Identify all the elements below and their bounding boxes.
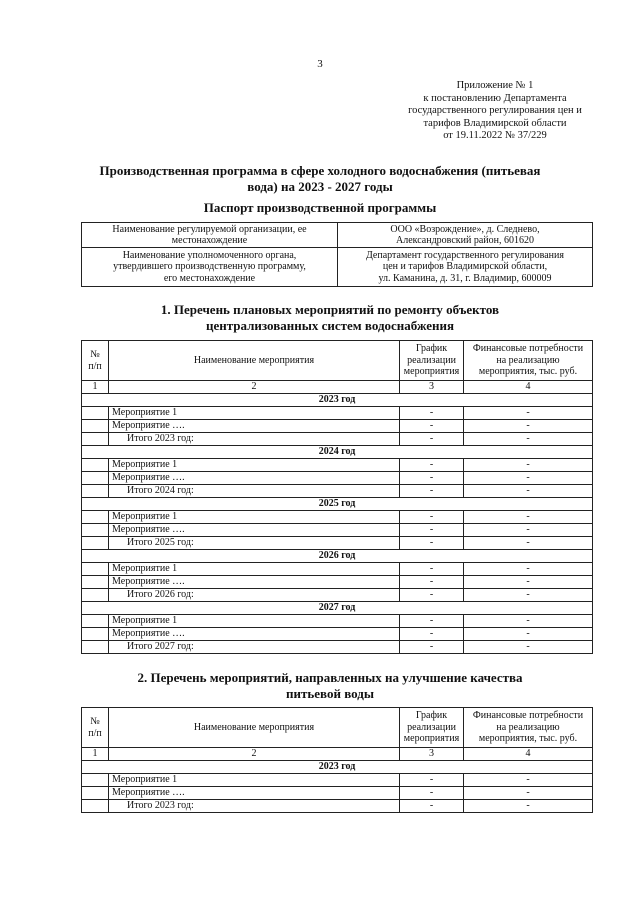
header-line: мероприятия, тыс. руб. [478,366,578,378]
text-line: его местонахождение [163,272,256,284]
passport-label [82,223,338,248]
header-line: мероприятия, тыс. руб. [478,733,578,745]
schedule-cell: - [400,471,464,484]
year-row [82,445,593,458]
finance-cell: - [464,640,593,653]
header-schedule [400,341,464,381]
table-row [82,575,593,588]
column-number: 2 [109,748,400,761]
passport-row [82,248,593,287]
column-number: 3 [400,381,464,394]
header-line: № [90,349,100,360]
finance-cell: - [464,510,593,523]
total-row [82,536,593,549]
table-row [82,562,593,575]
page-number: 3 [317,58,323,70]
total-row [82,484,593,497]
title-line: питьевой воды [286,686,374,702]
text-line: цен и тарифов Владимирской области, [382,261,548,273]
row-number [82,786,109,799]
activity-name: Мероприятие …. [109,627,400,640]
appendix-line: государственного регулирования цен и [408,105,582,117]
appendix-line: от 19.11.2022 № 37/229 [443,130,547,142]
header-line: на реализацию [496,721,560,733]
document-title [85,163,555,196]
title-line: централизованных систем водоснабжения [205,318,455,334]
row-number [82,640,109,653]
activity-name: Мероприятие 1 [109,406,400,419]
passport-value [338,248,593,287]
schedule-cell: - [400,419,464,432]
schedule-cell: - [400,523,464,536]
finance-cell: - [464,588,593,601]
row-number [82,406,109,419]
repair-plan-table [81,340,593,654]
text-line: Александровский район, 601620 [395,235,534,246]
row-number [82,773,109,786]
header-line: Финансовые потребности [472,343,584,355]
header-number [82,708,109,748]
activity-name: Мероприятие 1 [109,773,400,786]
text-line: местонахождение [171,235,248,246]
row-number [82,523,109,536]
table-row [82,773,593,786]
total-row [82,799,593,812]
schedule-cell: - [400,536,464,549]
activity-name: Мероприятие …. [109,523,400,536]
table-header-row [82,708,593,748]
total-row [82,432,593,445]
finance-cell: - [464,432,593,445]
table-row [82,627,593,640]
year-row [82,393,593,406]
table-header-row [82,341,593,381]
row-number [82,510,109,523]
appendix-block [370,80,620,143]
column-number-row [82,381,593,394]
finance-cell: - [464,458,593,471]
header-line: Наименование мероприятия [193,354,315,366]
row-number [82,799,109,812]
text-line: ООО «Возрождение», д. Следнево, [390,223,540,235]
table-row [82,406,593,419]
year-label: 2023 год [82,760,593,773]
finance-cell: - [464,484,593,497]
header-number [82,341,109,381]
water-quality-plan-table [81,707,593,813]
text-line: Департамент государственного регулирования [365,249,564,261]
header-line: мероприятия [403,733,460,745]
activity-name: Мероприятие 1 [109,614,400,627]
title-line: 2. Перечень мероприятий, направленных на улучшение качества [137,670,523,685]
section2-title [90,670,570,703]
finance-cell: - [464,536,593,549]
header-line: на реализацию [496,354,560,366]
passport-value [338,223,593,248]
schedule-cell: - [400,627,464,640]
row-number [82,562,109,575]
appendix-line: тарифов Владимирской области [423,117,567,129]
finance-cell: - [464,786,593,799]
header-line: мероприятия [403,366,460,378]
year-row [82,601,593,614]
appendix-line: Приложение № 1 [456,80,534,91]
row-number [82,614,109,627]
schedule-cell: - [400,614,464,627]
finance-cell: - [464,614,593,627]
schedule-cell: - [400,458,464,471]
row-number [82,419,109,432]
header-name [109,341,400,381]
row-number [82,575,109,588]
passport-title: Паспорт производственной программы [203,200,437,215]
schedule-cell: - [400,562,464,575]
activity-name: Мероприятие …. [109,419,400,432]
activity-name: Итого 2027 год: [109,640,400,653]
activity-name: Итого 2023 год: [109,432,400,445]
column-number: 2 [109,381,400,394]
year-row [82,760,593,773]
schedule-cell: - [400,799,464,812]
row-number [82,484,109,497]
year-row [82,497,593,510]
activity-name: Итого 2024 год: [109,484,400,497]
finance-cell: - [464,562,593,575]
activity-name: Мероприятие …. [109,786,400,799]
total-row [82,640,593,653]
activity-name: Мероприятие 1 [109,458,400,471]
activity-name: Мероприятие …. [109,575,400,588]
header-line: График реализации [407,710,456,733]
activity-name: Мероприятие …. [109,471,400,484]
year-label: 2025 год [82,497,593,510]
column-number-row [82,748,593,761]
header-line: п/п [88,727,102,739]
column-number: 1 [82,381,109,394]
table-row [82,614,593,627]
schedule-cell: - [400,773,464,786]
year-label: 2024 год [82,445,593,458]
table-row [82,786,593,799]
year-label: 2027 год [82,601,593,614]
section1-title [90,302,570,335]
header-finance [464,708,593,748]
table-row [82,523,593,536]
schedule-cell: - [400,640,464,653]
title-line: 1. Перечень плановых мероприятий по ремонту объектов [160,302,500,317]
header-line: п/п [88,360,102,372]
column-number: 4 [464,381,593,394]
finance-cell: - [464,627,593,640]
row-number [82,627,109,640]
row-number [82,432,109,445]
activity-name: Итого 2023 год: [109,799,400,812]
text-line: ул. Каманина, д. 31, г. Владимир, 600009 [378,272,552,284]
header-line: Наименование мероприятия [193,721,315,733]
row-number [82,458,109,471]
header-line: № [90,716,100,727]
total-row [82,588,593,601]
appendix-line: к постановлению Департамента [423,92,567,104]
finance-cell: - [464,419,593,432]
row-number [82,471,109,484]
activity-name: Мероприятие 1 [109,562,400,575]
year-row [82,549,593,562]
header-schedule [400,708,464,748]
title-line: вода) на 2023 - 2027 годы [247,179,393,195]
row-number [82,588,109,601]
table-row [82,419,593,432]
header-name [109,708,400,748]
finance-cell: - [464,471,593,484]
table-row [82,458,593,471]
passport-label [82,248,338,287]
schedule-cell: - [400,510,464,523]
schedule-cell: - [400,575,464,588]
schedule-cell: - [400,484,464,497]
header-line: Финансовые потребности [472,710,584,722]
text-line: Наименование уполномоченного органа, [122,249,297,261]
table-row [82,471,593,484]
finance-cell: - [464,523,593,536]
passport-table [81,222,593,287]
column-number: 3 [400,748,464,761]
finance-cell: - [464,575,593,588]
header-line: График реализации [407,343,456,366]
column-number: 1 [82,748,109,761]
activity-name: Итого 2026 год: [109,588,400,601]
finance-cell: - [464,799,593,812]
finance-cell: - [464,773,593,786]
header-finance [464,341,593,381]
passport-row [82,223,593,248]
finance-cell: - [464,406,593,419]
text-line: Наименование регулируемой организации, ее [112,223,307,235]
text-line: утвердившего производственную программу, [113,261,306,273]
schedule-cell: - [400,406,464,419]
column-number: 4 [464,748,593,761]
table-row [82,510,593,523]
activity-name: Итого 2025 год: [109,536,400,549]
year-label: 2026 год [82,549,593,562]
schedule-cell: - [400,432,464,445]
year-label: 2023 год [82,393,593,406]
schedule-cell: - [400,786,464,799]
row-number [82,536,109,549]
title-line: Производственная программа в сфере холодного водоснабжения (питьевая [99,163,541,178]
schedule-cell: - [400,588,464,601]
activity-name: Мероприятие 1 [109,510,400,523]
